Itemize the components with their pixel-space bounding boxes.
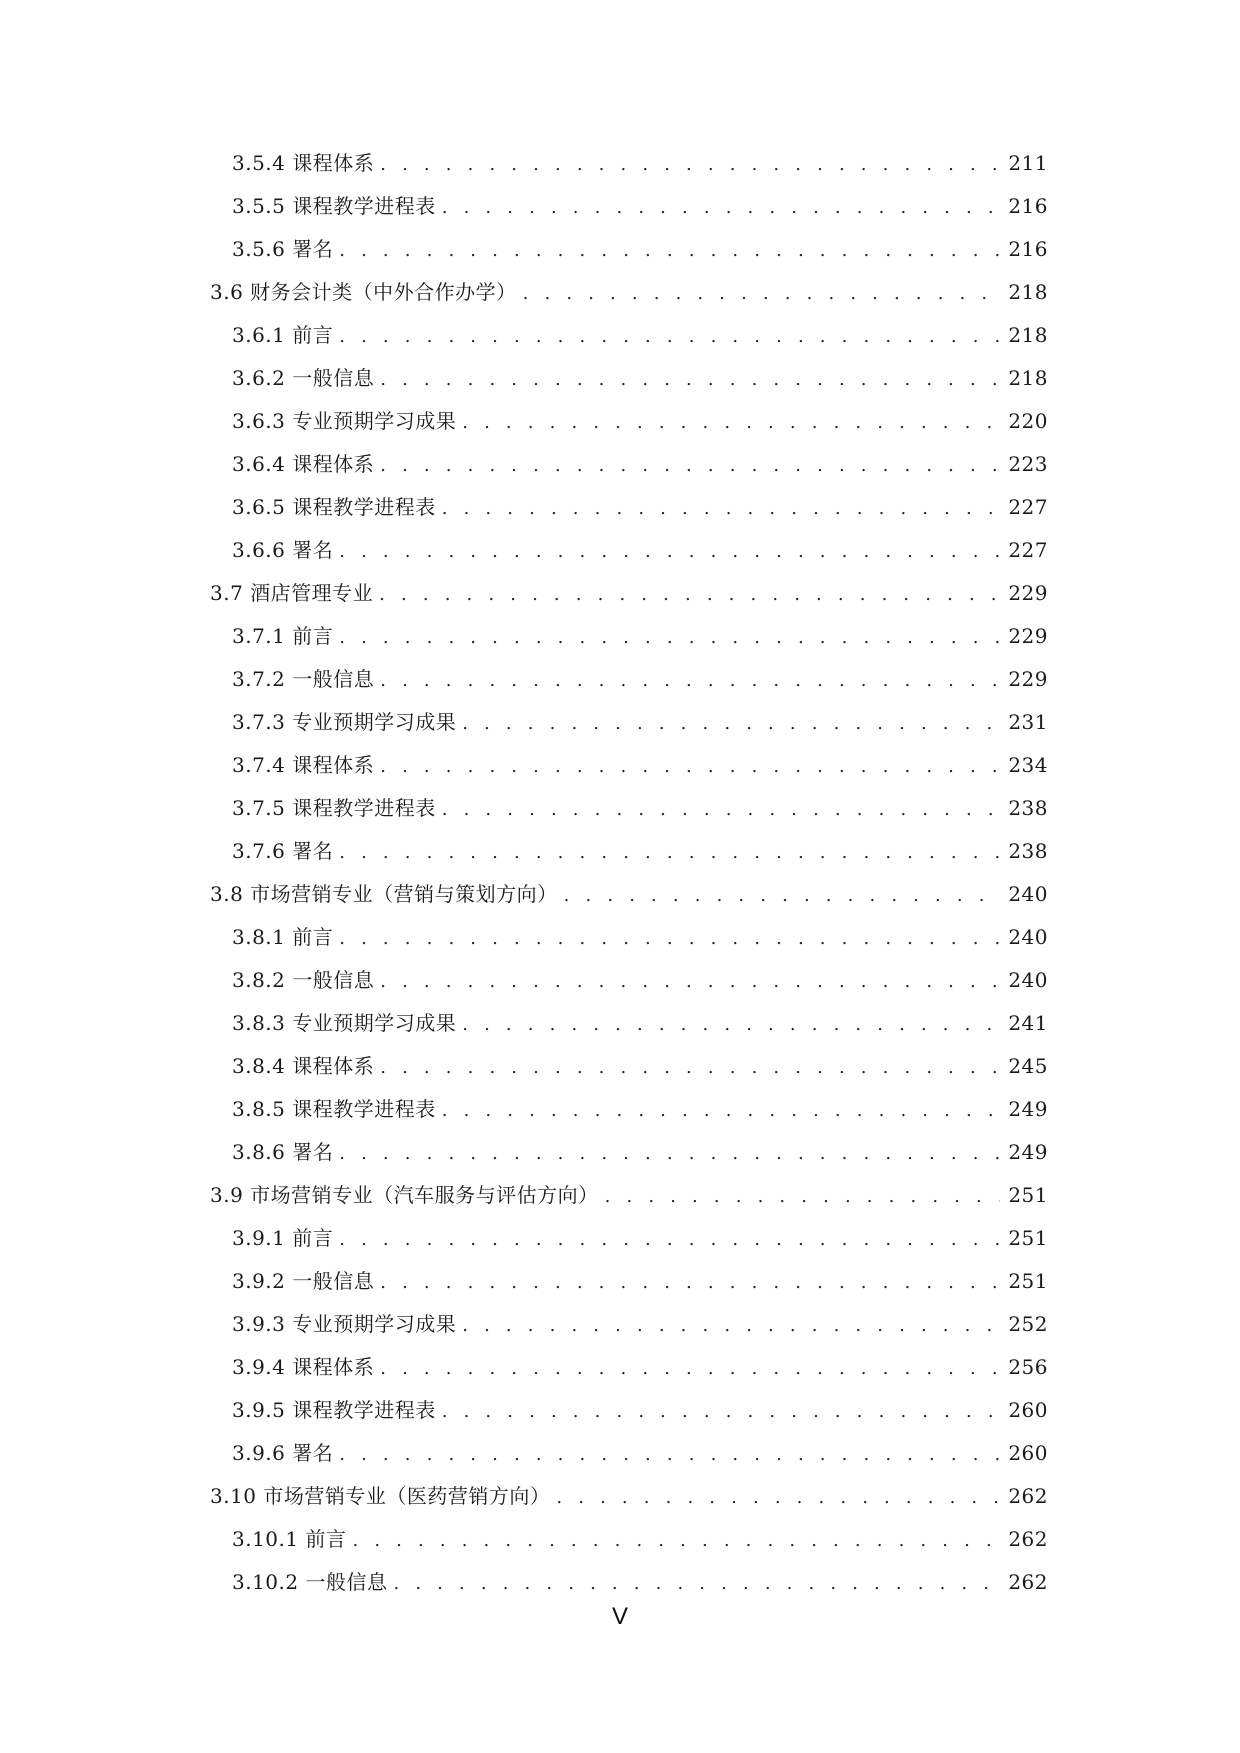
toc-entry-page: 251: [1008, 1269, 1048, 1293]
toc-entry-page: 229: [1008, 667, 1048, 691]
toc-entry-page: 260: [1008, 1441, 1048, 1465]
toc-subsection-entry[interactable]: [210, 443, 1048, 486]
toc-entry-label: 3.9.3 专业预期学习成果: [232, 1312, 457, 1336]
toc-dot-leader: [339, 1218, 1000, 1261]
toc-dot-leader: [442, 1390, 1001, 1433]
toc-entry-page: 251: [1008, 1183, 1048, 1207]
toc-entry-label: 3.8.3 专业预期学习成果: [232, 1011, 457, 1035]
toc-dot-leader: [379, 573, 1000, 616]
toc-entry-page: 262: [1008, 1527, 1048, 1551]
toc-dot-leader: [380, 143, 1000, 186]
toc-subsection-entry[interactable]: [210, 400, 1048, 443]
toc-entry-page: 216: [1008, 237, 1048, 261]
toc-dot-leader: [523, 272, 1001, 315]
toc-entry-label: 3.9 市场营销专业（汽车服务与评估方向）: [210, 1183, 599, 1207]
toc-dot-leader: [339, 616, 1000, 659]
toc-entry-page: 249: [1008, 1097, 1048, 1121]
toc-entry-page: 238: [1008, 839, 1048, 863]
toc-entry-label: 3.9.4 课程体系: [232, 1355, 375, 1379]
toc-dot-leader: [339, 831, 1000, 874]
toc-entry-page: 218: [1008, 366, 1048, 390]
toc-entry-page: 220: [1008, 409, 1048, 433]
toc-entry-page: 252: [1008, 1312, 1048, 1336]
toc-dot-leader: [393, 1562, 1000, 1605]
toc-entry-page: 245: [1008, 1054, 1048, 1078]
toc-entry-label: 3.10 市场营销专业（医药营销方向）: [210, 1484, 551, 1508]
toc-entry-page: 216: [1008, 194, 1048, 218]
toc-entry-page: 262: [1008, 1484, 1048, 1508]
toc-entry-page: 218: [1008, 280, 1048, 304]
toc-dot-leader: [380, 745, 1000, 788]
toc-dot-leader: [339, 229, 1000, 272]
toc-entry-label: 3.9.2 一般信息: [232, 1269, 375, 1293]
toc-subsection-entry[interactable]: [210, 314, 1048, 357]
toc-subsection-entry[interactable]: [210, 701, 1048, 744]
toc-entry-page: 241: [1008, 1011, 1048, 1035]
toc-subsection-entry[interactable]: [210, 615, 1048, 658]
toc-dot-leader: [564, 874, 1001, 917]
toc-section-entry[interactable]: [210, 1475, 1048, 1518]
toc-entry-label: 3.6.5 课程教学进程表: [232, 495, 436, 519]
toc-dot-leader: [462, 401, 1000, 444]
toc-entry-page: 262: [1008, 1570, 1048, 1594]
toc-subsection-entry[interactable]: [210, 357, 1048, 400]
toc-entry-page: 251: [1008, 1226, 1048, 1250]
page-number: V: [611, 1603, 628, 1630]
toc-entry-label: 3.9.5 课程教学进程表: [232, 1398, 436, 1422]
toc-entry-label: 3.6.1 前言: [232, 323, 334, 347]
toc-subsection-entry[interactable]: [210, 1260, 1048, 1303]
toc-entry-label: 3.5.5 课程教学进程表: [232, 194, 436, 218]
toc-subsection-entry[interactable]: [210, 1432, 1048, 1475]
toc-entry-page: 231: [1008, 710, 1048, 734]
toc-dot-leader: [339, 1132, 1000, 1175]
toc-subsection-entry[interactable]: [210, 1002, 1048, 1045]
toc-subsection-entry[interactable]: [210, 1131, 1048, 1174]
toc-dot-leader: [442, 186, 1001, 229]
toc-dot-leader: [339, 917, 1000, 960]
toc-entry-label: 3.9.6 署名: [232, 1441, 334, 1465]
toc-entry-label: 3.6 财务会计类（中外合作办学）: [210, 280, 517, 304]
toc-entry-page: 240: [1008, 968, 1048, 992]
toc-entry-label: 3.8.6 署名: [232, 1140, 334, 1164]
toc-entry-label: 3.8 市场营销专业（营销与策划方向）: [210, 882, 558, 906]
toc-entry-label: 3.8.2 一般信息: [232, 968, 375, 992]
toc-dot-leader: [442, 788, 1001, 831]
toc-subsection-entry[interactable]: [210, 830, 1048, 873]
toc-dot-leader: [380, 659, 1000, 702]
toc-entry-label: 3.6.6 署名: [232, 538, 334, 562]
toc-dot-leader: [380, 1261, 1000, 1304]
toc-dot-leader: [556, 1476, 1000, 1519]
toc-dot-leader: [442, 1089, 1001, 1132]
toc-section-entry[interactable]: [210, 572, 1048, 615]
toc-subsection-entry[interactable]: [210, 1045, 1048, 1088]
toc-entry-page: 223: [1008, 452, 1048, 476]
toc-entry-label: 3.7.5 课程教学进程表: [232, 796, 436, 820]
toc-entry-page: 234: [1008, 753, 1048, 777]
toc-entry-label: 3.6.2 一般信息: [232, 366, 375, 390]
toc-entry-label: 3.8.5 课程教学进程表: [232, 1097, 436, 1121]
toc-dot-leader: [380, 1347, 1000, 1390]
toc-dot-leader: [352, 1519, 1000, 1562]
toc-dot-leader: [380, 960, 1000, 1003]
toc-subsection-entry[interactable]: [210, 142, 1048, 185]
toc-entry-label: 3.9.1 前言: [232, 1226, 334, 1250]
toc-entry-label: 3.6.4 课程体系: [232, 452, 375, 476]
toc-entry-label: 3.7 酒店管理专业: [210, 581, 374, 605]
toc-section-entry[interactable]: [210, 271, 1048, 314]
toc-entry-page: 229: [1008, 624, 1048, 648]
toc-entry-label: 3.7.3 专业预期学习成果: [232, 710, 457, 734]
toc-section-entry[interactable]: [210, 873, 1048, 916]
toc-subsection-entry[interactable]: [210, 787, 1048, 830]
toc-entry-page: 218: [1008, 323, 1048, 347]
toc-section-entry[interactable]: [210, 1174, 1048, 1217]
toc-entry-page: 229: [1008, 581, 1048, 605]
toc-entry-label: 3.7.1 前言: [232, 624, 334, 648]
toc-entry-page: 238: [1008, 796, 1048, 820]
toc-subsection-entry[interactable]: [210, 529, 1048, 572]
toc-dot-leader: [380, 444, 1000, 487]
toc-entry-page: 240: [1008, 925, 1048, 949]
toc-dot-leader: [462, 1304, 1000, 1347]
toc-entry-label: 3.10.2 一般信息: [232, 1570, 388, 1594]
toc-entry-label: 3.6.3 专业预期学习成果: [232, 409, 457, 433]
toc-entry-label: 3.7.4 课程体系: [232, 753, 375, 777]
toc-dot-leader: [380, 1046, 1000, 1089]
toc-entry-page: 249: [1008, 1140, 1048, 1164]
toc-dot-leader: [605, 1175, 1001, 1218]
toc-dot-leader: [339, 1433, 1000, 1476]
toc-entry-label: 3.5.6 署名: [232, 237, 334, 261]
toc-subsection-entry[interactable]: [210, 486, 1048, 529]
toc-dot-leader: [462, 1003, 1000, 1046]
toc-subsection-entry[interactable]: [210, 185, 1048, 228]
toc-subsection-entry[interactable]: [210, 1303, 1048, 1346]
toc-dot-leader: [339, 530, 1000, 573]
toc-subsection-entry[interactable]: [210, 658, 1048, 701]
toc-dot-leader: [339, 315, 1000, 358]
toc-entry-label: 3.5.4 课程体系: [232, 151, 375, 175]
toc-subsection-entry[interactable]: [210, 744, 1048, 787]
toc-entry-label: 3.10.1 前言: [232, 1527, 347, 1551]
toc-entry-page: 260: [1008, 1398, 1048, 1422]
table-of-contents: [210, 142, 1048, 1604]
toc-dot-leader: [442, 487, 1001, 530]
toc-entry-label: 3.8.1 前言: [232, 925, 334, 949]
toc-dot-leader: [462, 702, 1000, 745]
toc-entry-page: 211: [1008, 151, 1048, 175]
toc-subsection-entry[interactable]: [210, 1561, 1048, 1604]
toc-subsection-entry[interactable]: [210, 959, 1048, 1002]
toc-entry-label: 3.8.4 课程体系: [232, 1054, 375, 1078]
toc-subsection-entry[interactable]: [210, 1518, 1048, 1561]
toc-entry-label: 3.7.6 署名: [232, 839, 334, 863]
toc-subsection-entry[interactable]: [210, 228, 1048, 271]
toc-subsection-entry[interactable]: [210, 1217, 1048, 1260]
toc-entry-page: 227: [1008, 538, 1048, 562]
toc-dot-leader: [380, 358, 1000, 401]
toc-entry-page: 227: [1008, 495, 1048, 519]
toc-subsection-entry[interactable]: [210, 916, 1048, 959]
toc-entry-page: 240: [1008, 882, 1048, 906]
toc-subsection-entry[interactable]: [210, 1346, 1048, 1389]
toc-entry-label: 3.7.2 一般信息: [232, 667, 375, 691]
toc-entry-page: 256: [1008, 1355, 1048, 1379]
toc-subsection-entry[interactable]: [210, 1088, 1048, 1131]
toc-subsection-entry[interactable]: [210, 1389, 1048, 1432]
